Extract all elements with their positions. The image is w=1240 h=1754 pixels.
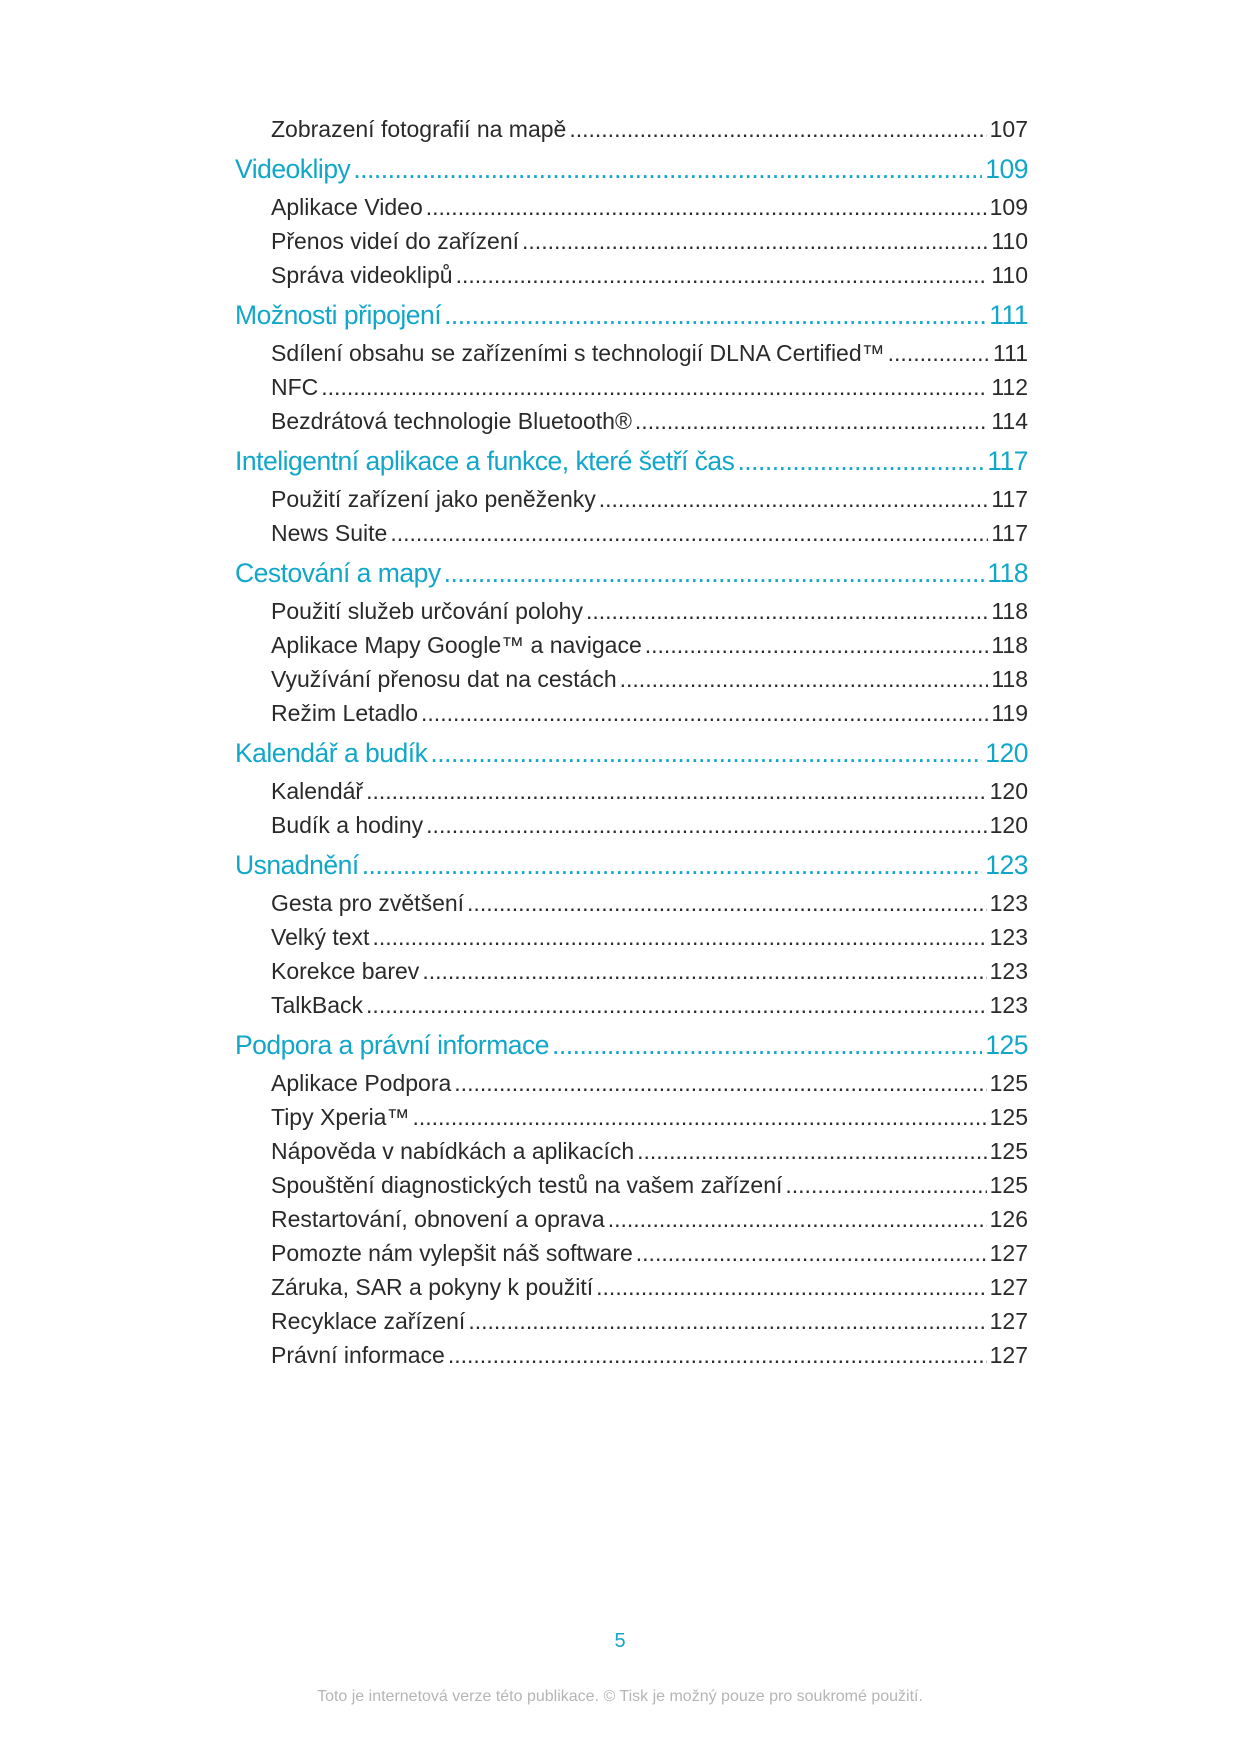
toc-section-entry[interactable] xyxy=(235,1025,1028,1066)
toc-entry-page: 114 xyxy=(991,408,1028,434)
toc-entry[interactable] xyxy=(235,1066,1028,1100)
toc-entry-title: Záruka, SAR a pokyny k použití xyxy=(271,1274,594,1300)
toc-section-entry[interactable] xyxy=(235,295,1028,336)
dot-leader xyxy=(390,516,988,550)
dot-leader xyxy=(888,336,990,370)
toc-entry[interactable] xyxy=(235,1202,1028,1236)
toc-entry[interactable] xyxy=(235,774,1028,808)
toc-entry-title: Nápověda v nabídkách a aplikacích xyxy=(271,1138,635,1164)
toc-entry[interactable] xyxy=(235,594,1028,628)
dot-leader xyxy=(366,988,987,1022)
toc-entry-page: 110 xyxy=(991,262,1028,288)
page-number: 5 xyxy=(614,1630,626,1652)
toc-entry-page: 118 xyxy=(987,558,1028,588)
toc-entry-title: Správa videoklipů xyxy=(271,262,453,288)
toc-entry-title: Recyklace zařízení xyxy=(271,1308,466,1334)
dot-leader xyxy=(412,1100,986,1134)
dot-leader xyxy=(426,808,986,842)
dot-leader xyxy=(645,628,989,662)
toc-entry-page: 127 xyxy=(989,1240,1028,1266)
toc-entry[interactable] xyxy=(235,1270,1028,1304)
dot-leader xyxy=(522,224,988,258)
dot-leader xyxy=(599,482,989,516)
toc-entry-page: 125 xyxy=(989,1104,1028,1130)
dot-leader xyxy=(444,553,985,594)
toc-entry-page: 117 xyxy=(987,446,1028,476)
toc-entry-page: 109 xyxy=(989,194,1028,220)
toc-entry-page: 110 xyxy=(991,228,1028,254)
toc-entry-title: Usnadnění xyxy=(235,850,359,880)
toc-entry[interactable] xyxy=(235,516,1028,550)
toc-entry[interactable] xyxy=(235,696,1028,730)
toc-entry[interactable] xyxy=(235,258,1028,292)
dot-leader xyxy=(467,886,987,920)
toc-entry-title: Spouštění diagnostických testů na vašem zařízení xyxy=(271,1172,783,1198)
footer-note: Toto je internetová verze této publikace. © Tisk je možný pouze pro soukromé použití. xyxy=(317,1688,923,1705)
dot-leader xyxy=(454,1066,986,1100)
toc-entry[interactable] xyxy=(235,190,1028,224)
toc-entry-page: 119 xyxy=(991,700,1028,726)
dot-leader xyxy=(737,441,984,482)
toc-entry-title: Velký text xyxy=(271,924,370,950)
toc-entry-title: Aplikace Mapy Google™ a navigace xyxy=(271,632,642,658)
toc-entry-page: 123 xyxy=(989,992,1028,1018)
toc-entry[interactable] xyxy=(235,808,1028,842)
toc-entry-title: Kalendář xyxy=(271,778,364,804)
toc-section-entry[interactable] xyxy=(235,845,1028,886)
toc-entry-page: 125 xyxy=(985,1030,1028,1060)
toc-entry[interactable] xyxy=(235,482,1028,516)
dot-leader xyxy=(635,404,988,438)
toc-entry[interactable] xyxy=(235,988,1028,1022)
toc-entry-title: Režim Letadlo xyxy=(271,700,419,726)
toc-entry-title: Podpora a právní informace xyxy=(235,1030,550,1060)
toc-entry-page: 117 xyxy=(991,520,1028,546)
dot-leader xyxy=(422,954,986,988)
toc-section-entry[interactable] xyxy=(235,149,1028,190)
toc-entry-page: 123 xyxy=(989,958,1028,984)
toc-entry-page: 109 xyxy=(985,154,1028,184)
dot-leader xyxy=(569,112,986,146)
toc-entry[interactable] xyxy=(235,112,1028,146)
toc-entry[interactable] xyxy=(235,886,1028,920)
toc-entry-page: 112 xyxy=(991,374,1028,400)
toc-entry-page: 125 xyxy=(989,1138,1028,1164)
toc-entry-title: News Suite xyxy=(271,520,388,546)
dot-leader xyxy=(444,295,986,336)
toc-entry-title: Inteligentní aplikace a funkce, které šetří čas xyxy=(235,446,735,476)
toc-entry[interactable] xyxy=(235,954,1028,988)
toc-entry-page: 127 xyxy=(989,1342,1028,1368)
toc-entry-title: Restartování, obnovení a oprava xyxy=(271,1206,605,1232)
toc-entry-title: Aplikace Podpora xyxy=(271,1070,452,1096)
toc-entry[interactable] xyxy=(235,1134,1028,1168)
dot-leader xyxy=(430,733,982,774)
toc-entry-title: Bezdrátová technologie Bluetooth® xyxy=(271,408,632,434)
dot-leader xyxy=(448,1338,987,1372)
toc-section-entry[interactable] xyxy=(235,733,1028,774)
toc-entry-title: Pomozte nám vylepšit náš software xyxy=(271,1240,633,1266)
dot-leader xyxy=(372,920,986,954)
toc-entry-page: 111 xyxy=(993,340,1028,366)
toc-entry-title: Sdílení obsahu se zařízeními s technologií DLNA Certified™ xyxy=(271,340,885,366)
toc-entry-title: Gesta pro zvětšení xyxy=(271,890,465,916)
dot-leader xyxy=(426,190,987,224)
toc-entry[interactable] xyxy=(235,662,1028,696)
dot-leader xyxy=(366,774,987,808)
dot-leader xyxy=(552,1025,982,1066)
toc-entry-page: 127 xyxy=(989,1308,1028,1334)
toc-section-entry[interactable] xyxy=(235,553,1028,594)
dot-leader xyxy=(586,594,988,628)
dot-leader xyxy=(353,149,982,190)
toc-entry-title: Přenos videí do zařízení xyxy=(271,228,520,254)
toc-entry[interactable] xyxy=(235,628,1028,662)
toc-entry-title: NFC xyxy=(271,374,319,400)
toc-entry-title: Aplikace Video xyxy=(271,194,423,220)
toc-entry[interactable] xyxy=(235,920,1028,954)
dot-leader xyxy=(456,258,989,292)
toc-entry-title: Právní informace xyxy=(271,1342,445,1368)
toc-entry-title: Tipy Xperia™ xyxy=(271,1104,410,1130)
toc-entry-page: 123 xyxy=(989,924,1028,950)
toc-entry-page: 127 xyxy=(989,1274,1028,1300)
toc-entry-title: TalkBack xyxy=(271,992,364,1018)
toc-entry-title: Použití zařízení jako peněženky xyxy=(271,486,596,512)
toc-entry-page: 118 xyxy=(991,598,1028,624)
toc-entry-title: Kalendář a budík xyxy=(235,738,428,768)
toc-entry-page: 123 xyxy=(989,890,1028,916)
toc-entry[interactable] xyxy=(235,1100,1028,1134)
toc-entry-title: Cestování a mapy xyxy=(235,558,441,588)
toc-entry-page: 120 xyxy=(989,778,1028,804)
toc-entry[interactable] xyxy=(235,1338,1028,1372)
dot-leader xyxy=(637,1134,986,1168)
dot-leader xyxy=(636,1236,987,1270)
toc-entry[interactable] xyxy=(235,1236,1028,1270)
dot-leader xyxy=(596,1270,986,1304)
toc-entry[interactable] xyxy=(235,404,1028,438)
dot-leader xyxy=(362,845,983,886)
toc-entry[interactable] xyxy=(235,224,1028,258)
toc-entry-page: 125 xyxy=(989,1070,1028,1096)
toc-entry-page: 120 xyxy=(989,812,1028,838)
dot-leader xyxy=(468,1304,986,1338)
toc-entry[interactable] xyxy=(235,1168,1028,1202)
toc-entry-title: Budík a hodiny xyxy=(271,812,424,838)
toc-entry-title: Možnosti připojení xyxy=(235,300,442,330)
dot-leader xyxy=(421,696,988,730)
toc-entry-page: 125 xyxy=(989,1172,1028,1198)
toc-entry-page: 126 xyxy=(989,1206,1028,1232)
dot-leader xyxy=(321,370,988,404)
toc-entry-title: Korekce barev xyxy=(271,958,420,984)
table-of-contents xyxy=(235,112,1028,1372)
dot-leader xyxy=(785,1168,986,1202)
toc-entry-page: 118 xyxy=(991,632,1028,658)
toc-entry-title: Videoklipy xyxy=(235,154,351,184)
toc-entry-page: 111 xyxy=(989,300,1028,330)
toc-entry-page: 118 xyxy=(991,666,1028,692)
dot-leader xyxy=(608,1202,987,1236)
dot-leader xyxy=(620,662,989,696)
toc-entry-page: 123 xyxy=(985,850,1028,880)
toc-section-entry[interactable] xyxy=(235,441,1028,482)
toc-entry[interactable] xyxy=(235,370,1028,404)
toc-entry[interactable] xyxy=(235,336,1028,370)
toc-entry-page: 107 xyxy=(989,116,1028,142)
toc-entry-page: 120 xyxy=(985,738,1028,768)
toc-entry-page: 117 xyxy=(991,486,1028,512)
toc-entry-title: Použití služeb určování polohy xyxy=(271,598,583,624)
toc-entry[interactable] xyxy=(235,1304,1028,1338)
toc-entry-title: Využívání přenosu dat na cestách xyxy=(271,666,617,692)
toc-entry-title: Zobrazení fotografií na mapě xyxy=(271,116,567,142)
